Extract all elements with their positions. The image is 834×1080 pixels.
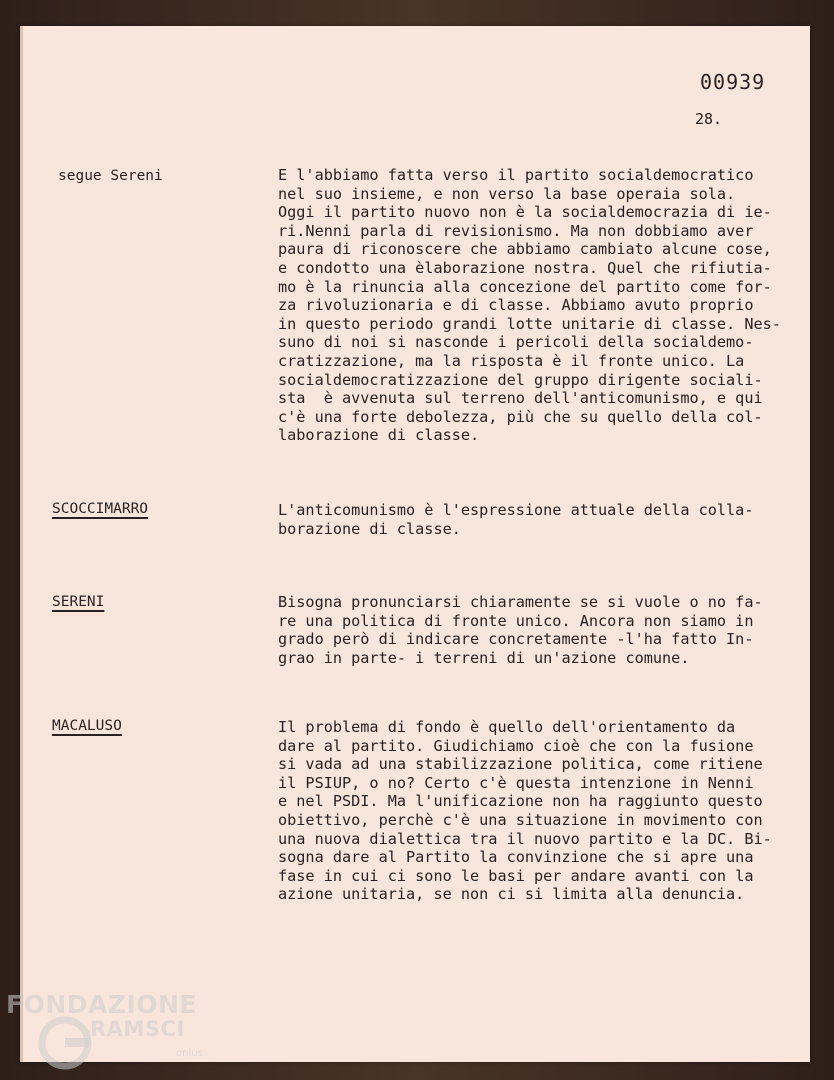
text-line: si vada ad una stabilizzazione politica, come ritiene [278,755,763,774]
watermark-g-logo-icon [38,1016,92,1070]
text-line: E l'abbiamo fatta verso il partito socialdemocratico [278,166,754,184]
text-line: sogna dare al Partito la convinzione che si apre una [278,848,754,867]
text-line: grao in parte- i terreni di un'azione comune. [278,648,690,667]
page-number: 28. [695,110,723,128]
text-line: paura di riconoscere che abbiamo cambiato alcune cose, [278,240,772,259]
text-line: suno di noi si nasconde i pericoli della socialdemo- [278,333,754,352]
text-line: cratizzazione, ma la risposta è il fronte unico. La [278,351,745,370]
speech-paragraph-scoccimarro [278,501,798,538]
speech-paragraph-sereni [278,593,798,667]
text-line: azione unitaria, se non ci si limita alla denuncia. [278,885,745,904]
text-line: c'è una forte debolezza, più che su quello della col- [278,407,763,426]
text-line: e condotto una èlaborazione nostra. Quel che rifiutia- [278,258,772,277]
speaker-label-scoccimarro: SCOCCIMARRO [52,501,149,517]
fondazione-gramsci-watermark [6,990,206,1070]
text-line: sta è avvenuta sul terreno dell'anticomunismo, e qui [278,389,763,408]
text-line: laborazione di classe. [278,426,480,445]
text-line: Bisogna pronunciarsi chiaramente se si vuole o no fa- [278,593,763,611]
watermark-line2: RAMSCI [90,1017,185,1041]
speaker-label-macaluso: MACALUSO [52,718,122,734]
text-line: re una politica di fronte unico. Ancora non siamo in [278,611,754,630]
text-line: socialdemocratizzazione del gruppo dirigente sociali- [278,370,763,389]
text-line: il PSIUP, o no? Certo c'è questa intenzione in Nenni [278,773,754,792]
text-line: Il problema di fondo è quello dell'orientamento da [278,718,736,736]
text-line: Oggi il partito nuovo non è la socialdemocrazia di ie- [278,203,772,222]
text-line: in questo periodo grandi lotte unitarie di classe. Nes- [278,314,781,333]
speaker-label-sereni: SERENI [52,594,105,610]
archive-code: 00939 [700,70,766,94]
text-line: dare al partito. Giudichiamo cioè che con la fusione [278,736,754,755]
text-line: nel suo insieme, e non verso la base operaia sola. [278,184,736,203]
text-line: fase in cui ci sono le basi per andare avanti con la [278,866,754,885]
text-line: una nuova dialettica tra il nuovo partito e la DC. Bi- [278,829,772,848]
text-line: ri.Nenni parla di revisionismo. Ma non dobbiamo aver [278,221,754,240]
speech-paragraph-macaluso [278,718,798,904]
text-line: mo è la rinuncia alla concezione del partito come for- [278,277,772,296]
watermark-line1: FONDAZIONE [6,990,198,1019]
speaker-label-sereni-continued: segue Sereni [58,168,163,184]
text-line: e nel PSDI. Ma l'unificazione non ha raggiunto questo [278,792,763,811]
text-line: L'anticomunismo è l'espressione attuale della colla- [278,501,754,519]
speech-paragraph-sereni-continued [278,166,798,445]
page-edge [20,26,23,1062]
text-line: borazione di classe. [278,519,461,538]
text-line: obiettivo, perchè c'è una situazione in movimento con [278,810,763,829]
text-line: za rivoluzionaria e di classe. Abbiamo avuto proprio [278,296,754,315]
watermark-suffix: onlus [176,1048,203,1059]
text-line: grado però di indicare concretamente -l'ha fatto In- [278,630,754,649]
